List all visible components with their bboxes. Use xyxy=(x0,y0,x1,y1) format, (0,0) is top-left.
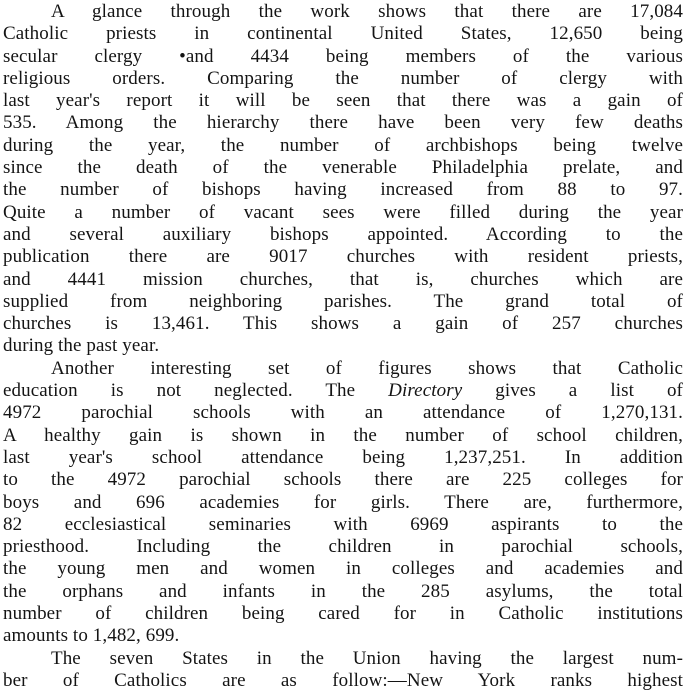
text-line: boys and 696 academies for girls. There are, furthermore, xyxy=(3,491,683,513)
text-line: The seven States in the Union having the largest num- xyxy=(51,647,683,669)
text-line: supplied from neighboring parishes. The grand total of xyxy=(3,290,683,312)
paragraph-education xyxy=(3,358,685,648)
text-line: the orphans and infants in the 285 asylums, the total xyxy=(3,580,683,602)
text-line: 535. Among the hierarchy there have been very few deaths xyxy=(3,112,683,134)
directory-title: Directory xyxy=(388,380,463,402)
text-line: the young men and women in colleges and academies and xyxy=(3,558,683,580)
text-line: 82 ecclesiastical seminaries with 6969 aspirants to the xyxy=(3,513,683,535)
text-line-with-italic xyxy=(3,380,683,402)
text-line: Quite a number of vacant sees were filled during the year xyxy=(3,201,683,223)
text-line: during the year, the number of archbishops being twelve xyxy=(3,134,683,156)
text-line: last year's school attendance being 1,237,251. In addition xyxy=(3,446,683,468)
paragraph-clergy xyxy=(3,1,685,358)
text-segment: gives a list of xyxy=(495,380,683,402)
text-line: secular clergy •and 4434 being members of the various xyxy=(3,45,683,67)
text-line: the number of bishops having increased from 88 to 97. xyxy=(3,179,683,201)
text-line: ber of Catholics are as follow:—New York ranks highest xyxy=(3,669,683,691)
text-line: amounts to 1,482, 699. xyxy=(3,625,180,647)
text-line: and several auxiliary bishops appointed. According to the xyxy=(3,223,683,245)
text-line: 4972 parochial schools with an attendance of 1,270,131. xyxy=(3,402,683,424)
text-line: publication there are 9017 churches with resident priests, xyxy=(3,246,683,268)
text-line: priesthood. Including the children in parochial schools, xyxy=(3,536,683,558)
paragraph-states xyxy=(3,648,685,692)
text-segment: education is not neglected. The xyxy=(3,380,356,402)
text-line: during the past year. xyxy=(3,335,160,357)
text-line: A healthy gain is shown in the number of school children, xyxy=(3,424,683,446)
text-line: since the death of the venerable Philadelphia prelate, and xyxy=(3,157,683,179)
text-line: A glance through the work shows that there are 17,084 xyxy=(51,1,683,22)
text-line: Catholic priests in continental United States, 12,650 being xyxy=(3,23,683,45)
text-line: to the 4972 parochial schools there are 225 colleges for xyxy=(3,469,683,491)
text-line: churches is 13,461. This shows a gain of 257 churches xyxy=(3,313,683,335)
text-line: last year's report it will be seen that there was a gain of xyxy=(3,90,683,112)
text-line: and 4441 mission churches, that is, churches which are xyxy=(3,268,683,290)
text-line: number of children being cared for in Catholic institutions xyxy=(3,603,683,625)
text-line: religious orders. Comparing the number of clergy with xyxy=(3,67,683,89)
text-line: Another interesting set of figures shows that Catholic xyxy=(51,357,683,379)
